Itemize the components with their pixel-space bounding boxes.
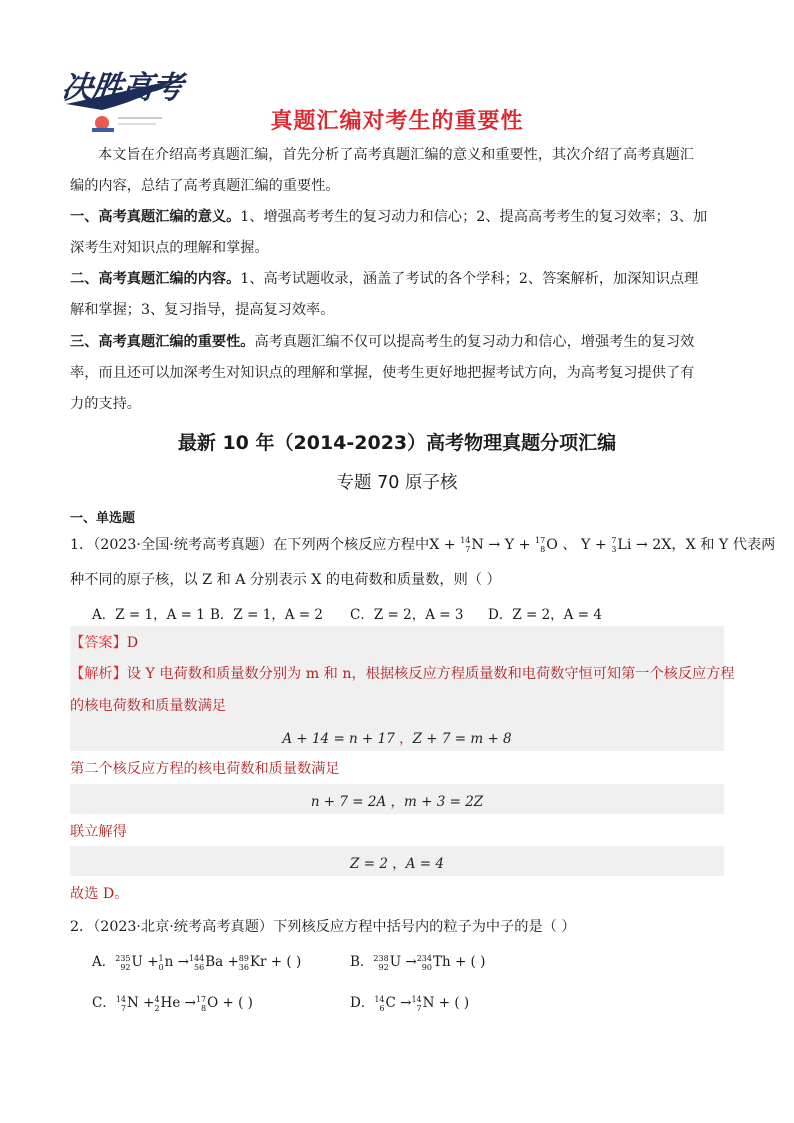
q2-option-a-label: A． bbox=[92, 954, 116, 970]
topic-title: 专题 70 原子核 bbox=[336, 473, 458, 493]
q2-option-a[interactable]: A． 235 92 U + 1 0 n → 144 56 Ba + 89 36 Kr + ( ) bbox=[92, 953, 302, 972]
q2-option-d[interactable]: D． 14 6 C → 14 7 N + ( ) bbox=[350, 994, 470, 1013]
sec3-line2: 率，而且还可以加深考生对知识点的理解和掌握，使考生更好地把握考试方向，为高考复习提供了有 bbox=[70, 365, 695, 381]
sec3-head: 三、高考真题汇编的重要性。 bbox=[70, 334, 255, 350]
eq3a: Z = 2 bbox=[350, 856, 388, 872]
sec1-head: 一、高考真题汇编的意义。 bbox=[70, 209, 241, 225]
logo-text: 决胜高考 bbox=[59, 70, 184, 106]
sec3-line1 bbox=[70, 327, 724, 359]
q1-answer bbox=[70, 632, 138, 652]
analysis-tag: 【解析】 bbox=[70, 666, 127, 682]
sec3-text1: 高考真题汇编不仅可以提高考生的复习动力和信心，增强考生的复习效 bbox=[254, 334, 695, 350]
q2-option-b[interactable]: B． 238 92 U → 234 90 Th + ( ) bbox=[350, 953, 486, 972]
q1-equation-1: A + 14 = n + 17 ，Z + 7 = m + 8 bbox=[282, 731, 512, 747]
intro-line2: 编的内容，总结了高考真题汇编的重要性。 bbox=[70, 178, 340, 194]
section-heading-single-choice: 一、单选题 bbox=[70, 511, 136, 526]
eq2a: n + 7 = 2A bbox=[310, 794, 387, 810]
sec2-line1 bbox=[70, 264, 724, 296]
sec3-line3: 力的支持。 bbox=[70, 396, 141, 412]
q1-text2: 第二个核反应方程的核电荷数和质量数满足 bbox=[70, 761, 340, 777]
eq1a: A + 14 = n + 17 bbox=[282, 731, 395, 747]
q1-suffix: ，X 和 Y 代表两 bbox=[671, 537, 776, 553]
sec2-line2: 解和掌握；3、复习指导，提高复习效率。 bbox=[70, 302, 335, 318]
q2-stem: 2．（2023·北京·统考高考真题）下列核反应方程中括号内的粒子为中子的是（ ） bbox=[70, 919, 576, 935]
q1-conclusion: 故选 D。 bbox=[70, 886, 129, 902]
q1-analysis-line1 bbox=[70, 663, 735, 683]
sec1-text1: 1、增强高考考生的复习动力和信心；2、提高高考考生的复习效率；3、加 bbox=[240, 209, 708, 225]
intro-line1: 本文旨在介绍高考真题汇编，首先分析了高考真题汇编的意义和重要性，其次介绍了高考真题汇 bbox=[98, 147, 694, 163]
sec1-line1 bbox=[70, 202, 724, 234]
q2-option-c[interactable]: C． 14 7 N + 4 2 He → 17 8 O + ( ) bbox=[92, 994, 253, 1013]
q1-equation-3: Z = 2 ，A = 4 bbox=[350, 856, 444, 872]
q1-option-c[interactable]: C．Z = 2，A = 3 bbox=[350, 607, 464, 623]
q1-stem-line1 bbox=[70, 530, 776, 560]
answer-value: D bbox=[126, 635, 139, 651]
sec1-line2: 深考生对知识点的理解和掌握。 bbox=[70, 240, 269, 256]
q1-equation-2: n + 7 = 2A ，m + 3 = 2Z bbox=[310, 794, 484, 810]
q1-equations: X + 14 7 N → Y + 17 8 O 、 Y + 7 3 Li → 2X bbox=[429, 536, 672, 554]
q1-option-b[interactable]: B．Z = 1，A = 2 bbox=[210, 607, 324, 623]
q1-text3: 联立解得 bbox=[70, 824, 127, 840]
collection-title: 最新 10 年（2014-2023）高考物理真题分项汇编 bbox=[177, 432, 617, 454]
sec2-head: 二、高考真题汇编的内容。 bbox=[70, 271, 241, 287]
q2-option-b-label: B． bbox=[350, 954, 374, 970]
analysis-text1: 设 Y 电荷数和质量数分别为 m 和 n，根据核反应方程质量数和电荷数守恒可知第一个核反应方程 bbox=[126, 666, 735, 682]
q1-prefix: 1．（2023·全国·统考高考真题）在下列两个核反应方程中 bbox=[70, 537, 430, 553]
q2-option-c-label: C． bbox=[92, 995, 116, 1011]
sec2-text1: 1、高考试题收录，涵盖了考试的各个学科；2、答案解析，加深知识点理 bbox=[240, 271, 699, 287]
answer-tag: 【答案】 bbox=[70, 635, 127, 651]
q2-option-d-label: D． bbox=[350, 995, 375, 1011]
q1-stem-line2: 种不同的原子核，以 Z 和 A 分别表示 X 的电荷数和质量数，则（ ） bbox=[70, 572, 501, 588]
page-title: 真题汇编对考生的重要性 bbox=[270, 109, 524, 134]
eq3b: A = 4 bbox=[405, 856, 444, 872]
q1-option-d[interactable]: D．Z = 2，A = 4 bbox=[488, 607, 602, 623]
eq1b: Z + 7 = m + 8 bbox=[412, 731, 512, 747]
eq2b: m + 3 = 2Z bbox=[404, 794, 484, 810]
q1-option-a[interactable]: A．Z = 1，A = 1 bbox=[92, 607, 205, 623]
q1-analysis-line2: 的核电荷数和质量数满足 bbox=[70, 698, 227, 714]
